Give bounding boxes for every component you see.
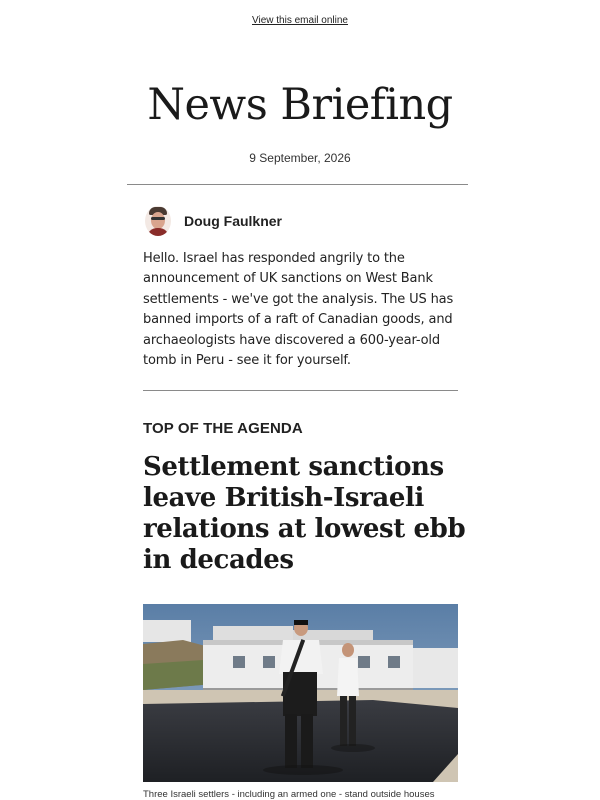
intro-divider <box>143 390 458 391</box>
newsletter-date: 9 September, 2026 <box>249 151 351 165</box>
view-online-link[interactable]: View this email online <box>252 15 348 26</box>
story-photo[interactable] <box>143 604 458 782</box>
story-headline[interactable]: Settlement sanctions leave British-Israeli relations at lowest ebb in decades <box>143 452 466 575</box>
header-divider <box>127 184 468 185</box>
section-heading: TOP OF THE AGENDA <box>143 420 303 437</box>
intro-paragraph: Hello. Israel has responded angrily to the announcement of UK sanctions on West Bank settlements - we've got the analysis. The US has banned imports of a raft of Canadian goods, and archaeologists have discovered a 600-year-old tomb in Peru - see it for yourself. <box>143 251 454 369</box>
author-name: Doug Faulkner <box>184 213 283 229</box>
photo-caption: Three Israeli settlers - including an armed one - stand outside houses <box>143 789 435 800</box>
author-avatar <box>145 206 171 236</box>
author-byline <box>145 206 282 236</box>
newsletter-title: News Briefing <box>147 80 453 130</box>
